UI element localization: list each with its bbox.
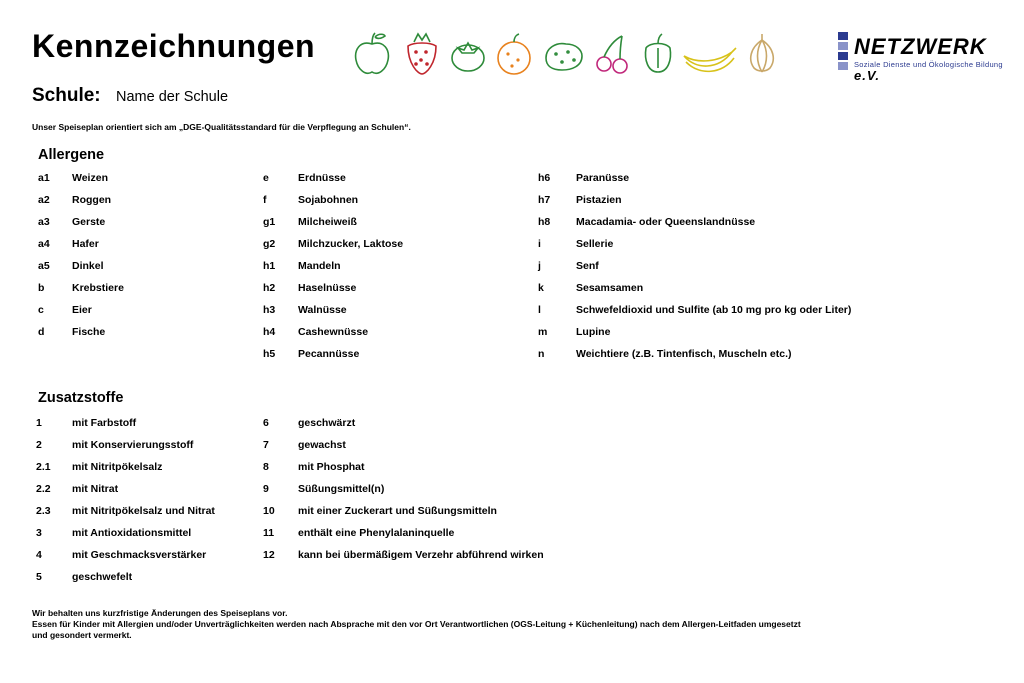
tomato-icon (452, 43, 484, 71)
row-code: 9 (263, 483, 269, 495)
footer-note (32, 608, 972, 641)
row-code: j (538, 260, 541, 272)
row-label: Pistazien (576, 194, 622, 206)
row-code: 2.2 (36, 483, 51, 495)
row-label: Sojabohnen (298, 194, 359, 206)
row-label: Eier (72, 304, 92, 316)
row-label: geschwärzt (298, 417, 356, 429)
row-code: 1 (36, 417, 42, 429)
row-label: Hafer (72, 238, 99, 250)
row-code: h8 (538, 216, 551, 228)
logo-word: NETZWERK (854, 34, 987, 59)
row-code: 2.1 (36, 461, 51, 473)
orange-icon (498, 34, 530, 74)
apple-icon (356, 33, 389, 73)
row-label: Dinkel (72, 260, 104, 272)
row-label: Milchzucker, Laktose (298, 238, 404, 250)
row-code: n (538, 348, 545, 360)
row-label: mit Phosphat (298, 461, 365, 473)
footer-line-3: und gesondert vermerkt. (32, 630, 132, 640)
row-label: Haselnüsse (298, 282, 357, 294)
logo-tagline: Soziale Dienste und Ökologische Bildung (854, 60, 1003, 69)
row-label: Schwefeldioxid und Sulfite (ab 10 mg pro kg oder Liter) (576, 304, 852, 316)
additives-heading: Zusatzstoffe (38, 390, 124, 406)
row-code: f (263, 194, 267, 206)
row-label: Sellerie (576, 238, 614, 250)
footer-line-1: Wir behalten uns kurzfristige Änderungen des Speiseplans vor. (32, 608, 288, 618)
row-code: h4 (263, 326, 276, 338)
row-code: a2 (38, 194, 50, 206)
allergens-heading: Allergene (38, 147, 105, 163)
row-label: Weichtiere (z.B. Tintenfisch, Muscheln etc.) (576, 348, 792, 360)
row-label: mit Nitritpökelsalz und Nitrat (72, 505, 215, 517)
row-label: Milcheiweiß (298, 216, 357, 228)
row-label: mit Antioxidationsmittel (72, 527, 192, 539)
row-label: mit Nitrat (72, 483, 119, 495)
row-code: i (538, 238, 541, 250)
row-code: a4 (38, 238, 50, 250)
row-code: 6 (263, 417, 269, 429)
row-code: h2 (263, 282, 276, 294)
row-code: 8 (263, 461, 269, 473)
row-label: gewachst (298, 439, 346, 451)
row-label: Gerste (72, 216, 106, 228)
row-label: Lupine (576, 326, 611, 338)
row-code: 10 (263, 505, 275, 517)
row-label: Pecannüsse (298, 348, 360, 360)
row-code: e (263, 172, 269, 184)
school-label: Schule: (32, 85, 101, 106)
row-code: a5 (38, 260, 50, 272)
row-label: Roggen (72, 194, 112, 206)
row-label: Weizen (72, 172, 108, 184)
row-code: g1 (263, 216, 276, 228)
row-code: h3 (263, 304, 276, 316)
logo-bars-icon (838, 32, 850, 70)
cherries-icon (597, 36, 627, 73)
row-code: d (38, 326, 45, 338)
row-label: mit einer Zuckerart und Süßungsmitteln (298, 505, 497, 517)
row-code: l (538, 304, 541, 316)
row-code: c (38, 304, 44, 316)
row-label: Cashewnüsse (298, 326, 369, 338)
row-code: m (538, 326, 548, 338)
netzwerk-logo (838, 30, 1008, 83)
row-label: Walnüsse (298, 304, 347, 316)
row-code: h7 (538, 194, 551, 206)
logo-suffix: e.V. (854, 68, 880, 83)
row-code: h1 (263, 260, 276, 272)
row-code: 2 (36, 439, 42, 451)
onion-icon (751, 34, 774, 72)
row-code: 5 (36, 571, 42, 583)
row-label: Mandeln (298, 260, 341, 272)
school-name: Name der Schule (116, 89, 229, 105)
row-label: mit Konservierungsstoff (72, 439, 194, 451)
row-code: 4 (36, 549, 42, 561)
row-label: Paranüsse (576, 172, 630, 184)
pepper-icon (646, 34, 671, 72)
page-title: Kennzeichnungen (32, 28, 316, 64)
row-code: 11 (263, 527, 275, 539)
row-code: a1 (38, 172, 50, 184)
row-code: 12 (263, 549, 275, 561)
row-label: Krebstiere (72, 282, 124, 294)
row-label: Senf (576, 260, 599, 272)
row-code: 3 (36, 527, 42, 539)
intro-text: Unser Speiseplan orientiert sich am „DGE-Qualitätsstandard für die Verpflegung an Schulen“. (32, 122, 411, 132)
row-label: Erdnüsse (298, 172, 346, 184)
row-code: g2 (263, 238, 276, 250)
row-label: mit Nitritpökelsalz (72, 461, 163, 473)
row-code: b (38, 282, 45, 294)
row-label: enthält eine Phenylalaninquelle (298, 527, 455, 539)
row-label: mit Farbstoff (72, 417, 137, 429)
row-label: Macadamia- oder Queenslandnüsse (576, 216, 756, 228)
row-code: a3 (38, 216, 50, 228)
row-code: h6 (538, 172, 551, 184)
strawberry-icon (408, 34, 436, 74)
row-label: Sesamsamen (576, 282, 644, 294)
fruit-icon-row (352, 30, 782, 78)
row-label: kann bei übermäßigem Verzehr abführend wirken (298, 549, 544, 561)
row-code: h5 (263, 348, 276, 360)
footer-line-2: Essen für Kinder mit Allergien und/oder Unverträglichkeiten werden nach Absprache mit den vor Ort Verantwortlichen (OGS-Leitung + Küchenleitung) nach dem Allergen-Leitfaden umgesetzt (32, 619, 801, 629)
row-code: 2.3 (36, 505, 51, 517)
row-code: k (538, 282, 544, 294)
row-code: 7 (263, 439, 269, 451)
potato-icon (546, 44, 582, 70)
row-label: mit Geschmacksverstärker (72, 549, 207, 561)
row-label: Fische (72, 326, 106, 338)
row-label: Süßungsmittel(n) (298, 483, 385, 495)
banana-icon (684, 48, 736, 71)
row-label: geschwefelt (72, 571, 133, 583)
